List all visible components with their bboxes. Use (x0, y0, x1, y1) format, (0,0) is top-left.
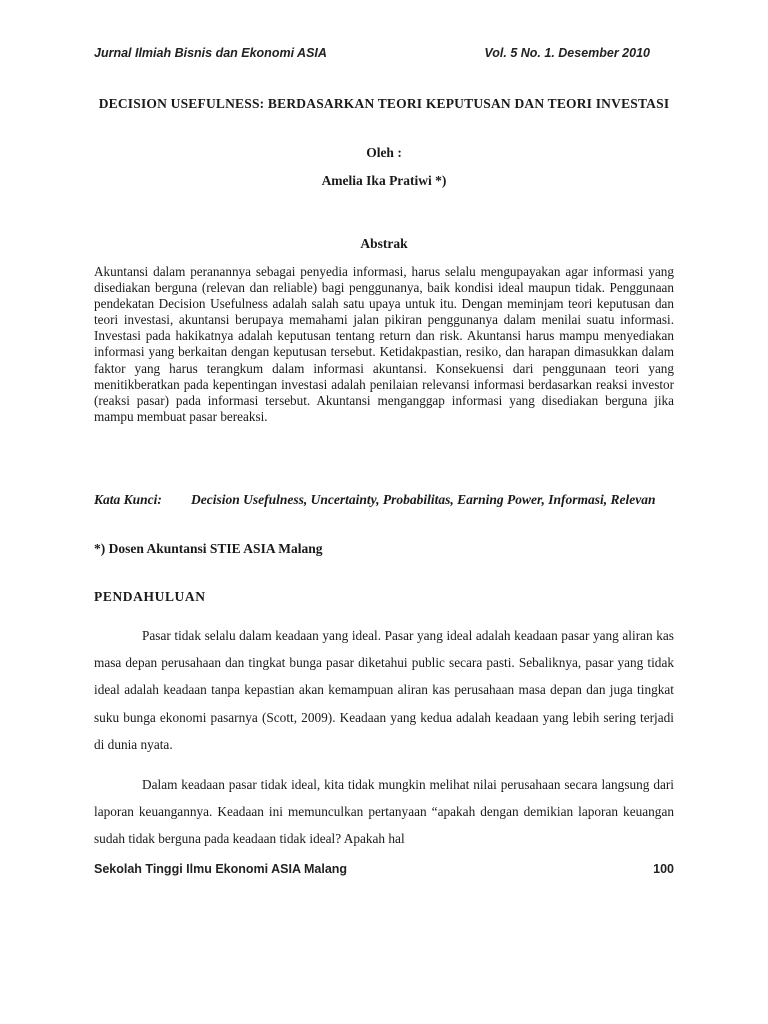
institution-name: Sekolah Tinggi Ilmu Ekonomi ASIA Malang (94, 862, 348, 876)
running-header (94, 46, 650, 60)
journal-name: Jurnal Ilmiah Bisnis dan Ekonomi ASIA (94, 46, 327, 60)
author-note: *) Dosen Akuntansi STIE ASIA Malang (94, 541, 323, 556)
keywords-label: Kata Kunci: (94, 492, 162, 507)
paragraph: Pasar tidak selalu dalam keadaan yang ideal. Pasar yang ideal adalah keadaan pasar yang aliran kas masa depan perusahaan dan tingkat bunga pasar diketahui public secara pasti. Sebaliknya, pasar yang tidak ideal adalah keadaan tanpa kepastian akan kemampuan aliran kas perusahaan masa depan dan juga tingkat suku bunga ekonomi pasarnya (Scott, 2009). Keadaan yang kedua adalah keadaan yang lebih sering terjadi di dunia nyata. (94, 628, 674, 752)
keywords (94, 491, 674, 508)
abstract-text: Akuntansi dalam peranannya sebagai penyedia informasi, harus selalu mengupayakan agar informasi yang disediakan berguna (relevan dan reliable) bagi penggunanya, baik kondisi ideal maupun tidak. Penggunaan pendekatan Decision Usefulness adalah salah satu upaya untuk itu. Dengan meminjam teori keputusan dan teori investasi, akuntansi berupaya memahami jalan pikiran penggunanya dalam menilai suatu informasi. Investasi pada hakikatnya adalah keputusan tentang return dan risk. Akuntansi harus mampu menyediakan informasi yang berkaitan dengan keputusan tersebut. Ketidakpastian, resiko, dan harapan dimasukkan dalam faktor yang harus terangkum dalam informasi akuntansi. Konsekuensi dari penggunaan teori yang menitikberatkan pada kepentingan investasi adalah penilaian relevansi informasi berdasarkan reaksi investor (reaksi pasar) pada informasi tersebut. Akuntansi menganggap informasi yang disediakan berguna jika mampu membuat pasar bereaksi. (94, 264, 674, 424)
running-footer (94, 862, 674, 876)
keywords-text: Decision Usefulness, Uncertainty, Probabilitas, Earning Power, Informasi, Relevan (191, 492, 656, 507)
section-heading: PENDAHULUAN (94, 589, 206, 604)
body-text (94, 622, 674, 853)
abstract-heading: Abstrak (360, 236, 408, 251)
page-number: 100 (653, 862, 674, 876)
by-label: Oleh : (366, 145, 402, 160)
paper-title: DECISION USEFULNESS: BERDASARKAN TEORI KEPUTUSAN DAN TEORI INVESTASI (98, 96, 670, 111)
author-name: Amelia Ika Pratiwi *) (321, 173, 447, 188)
volume-info: Vol. 5 No. 1. Desember 2010 (484, 46, 650, 60)
paragraph: Dalam keadaan pasar tidak ideal, kita tidak mungkin melihat nilai perusahaan secara langsung dari laporan keuangannya. Keadaan ini memunculkan pertanyaan “apakah dengan demikian laporan keuangan sudah tidak berguna pada keadaan tidak ideal? Apakah hal (94, 777, 674, 847)
